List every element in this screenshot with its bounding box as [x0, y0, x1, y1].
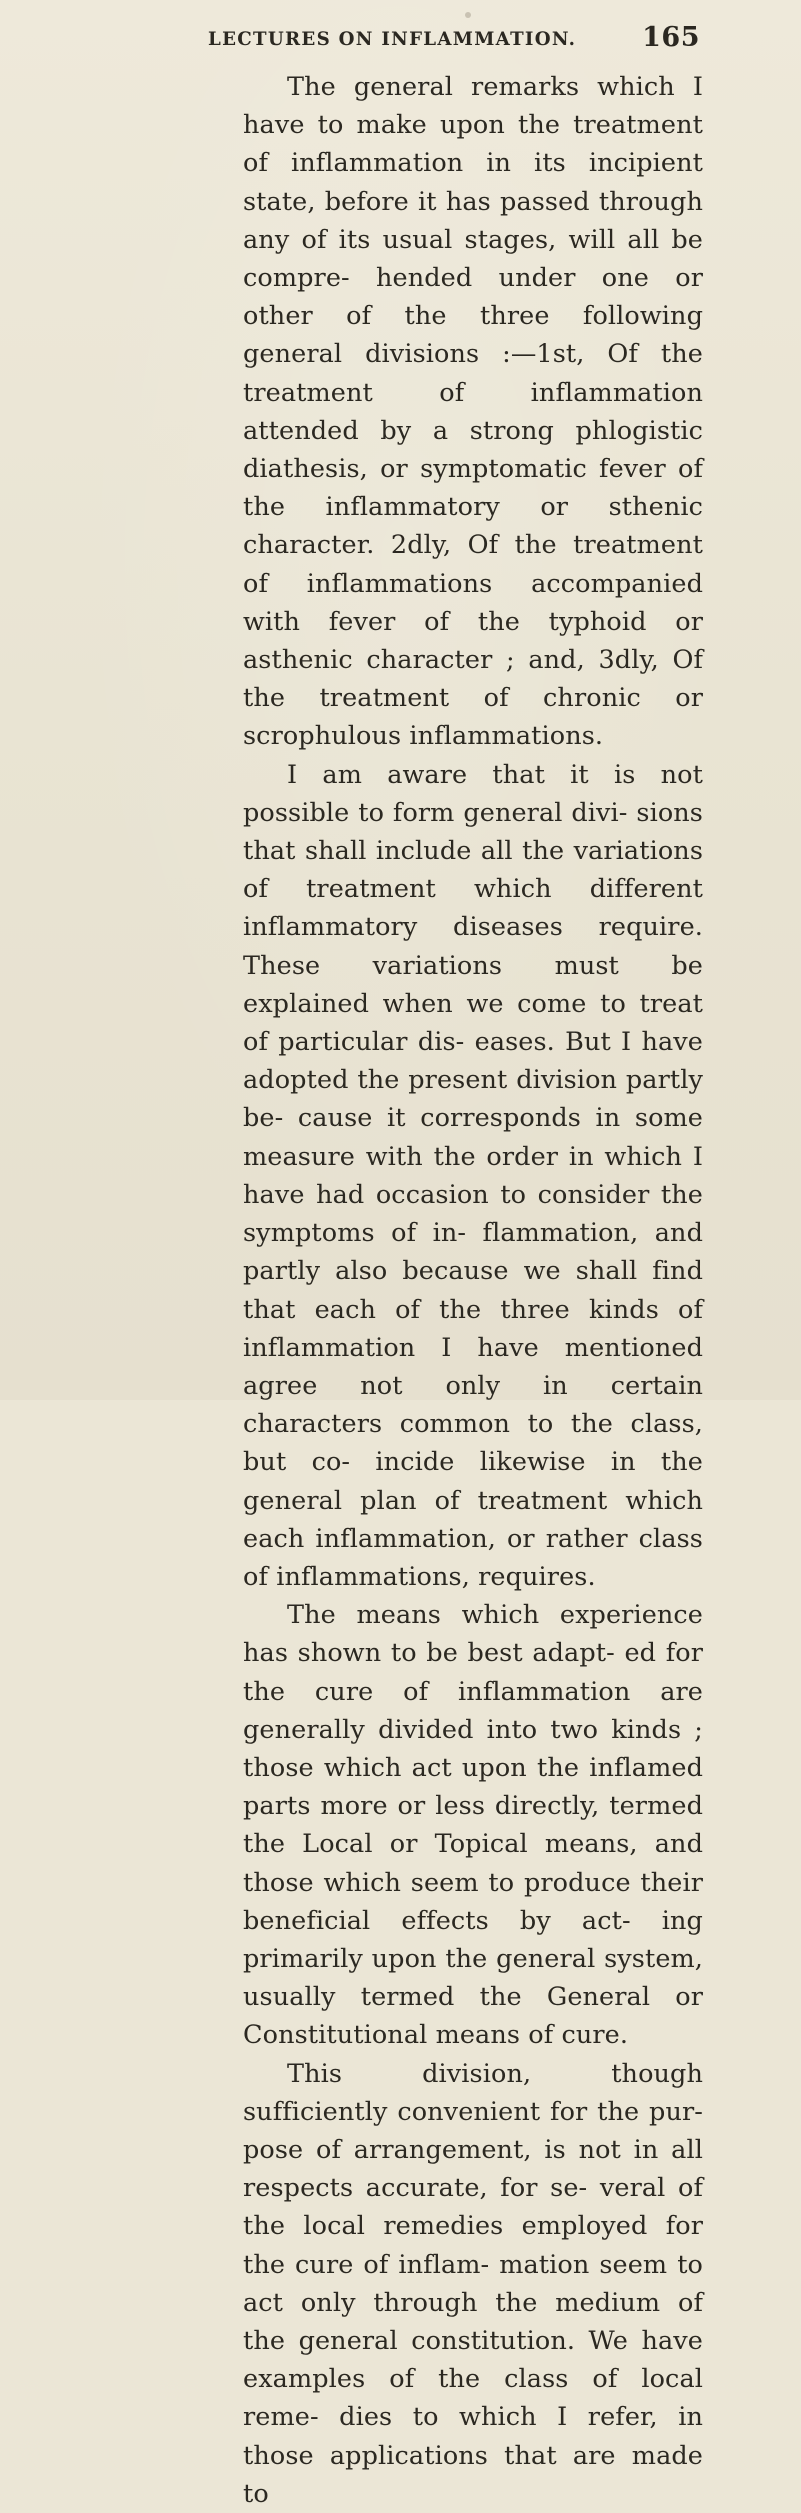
paragraph-3: The means which experience has shown to be best adapt- ed for the cure of inflammation are generally divided into two kinds ; those which act upon the inflamed parts more or less directly, termed the Local or Topical means, and those which seem to produce their beneficial effects by act- ing primarily upon the general system, usually termed the General or Constitutional means of cure.	[243, 1600, 703, 2051]
page-blemish	[465, 12, 471, 18]
paragraph-1: The general remarks which I have to make upon the treatment of inflammation in its incipient state, before it has passed through any of its usual stages, will all be compre- hended under one or other of the three following general divisions :—1st, Of the treatment of inflammation attended by a strong phlogistic diathesis, or symptomatic fever of the inflammatory or sthenic character. 2dly, Of the treatment of inflammations accompanied with fever of the typhoid or asthenic character ; and, 3dly, Of the treatment of chronic or scrophulous inflammations.	[243, 72, 703, 752]
page-number: 165	[642, 22, 700, 53]
page-header	[208, 20, 708, 56]
paragraph-4: This division, though sufficiently convenient for the pur- pose of arrangement, is not in all respects accurate, for se- veral of the local remedies employed for the cure of inflam- mation seem to act only through the medium of the general constitution. We have examples of the class of local reme- dies to which I refer, in those applications that are made to	[243, 2058, 703, 2509]
running-head: LECTURES ON INFLAMMATION.	[208, 29, 577, 50]
body-text	[243, 68, 703, 2513]
paragraph-2: I am aware that it is not possible to form general divi- sions that shall include all the variations of treatment which different inflammatory diseases require. These variations must be explained when we come to treat of particular dis- eases. But I have adopted the present division partly be- cause it corresponds in some measure with the order in which I have had occasion to consider the symptoms of in- flammation, and partly also because we shall find that each of the three kinds of inflammation I have mentioned agree not only in certain characters common to the class, but co- incide likewise in the general plan of treatment which each inflammation, or rather class of inflammations, requires.	[243, 759, 703, 1592]
